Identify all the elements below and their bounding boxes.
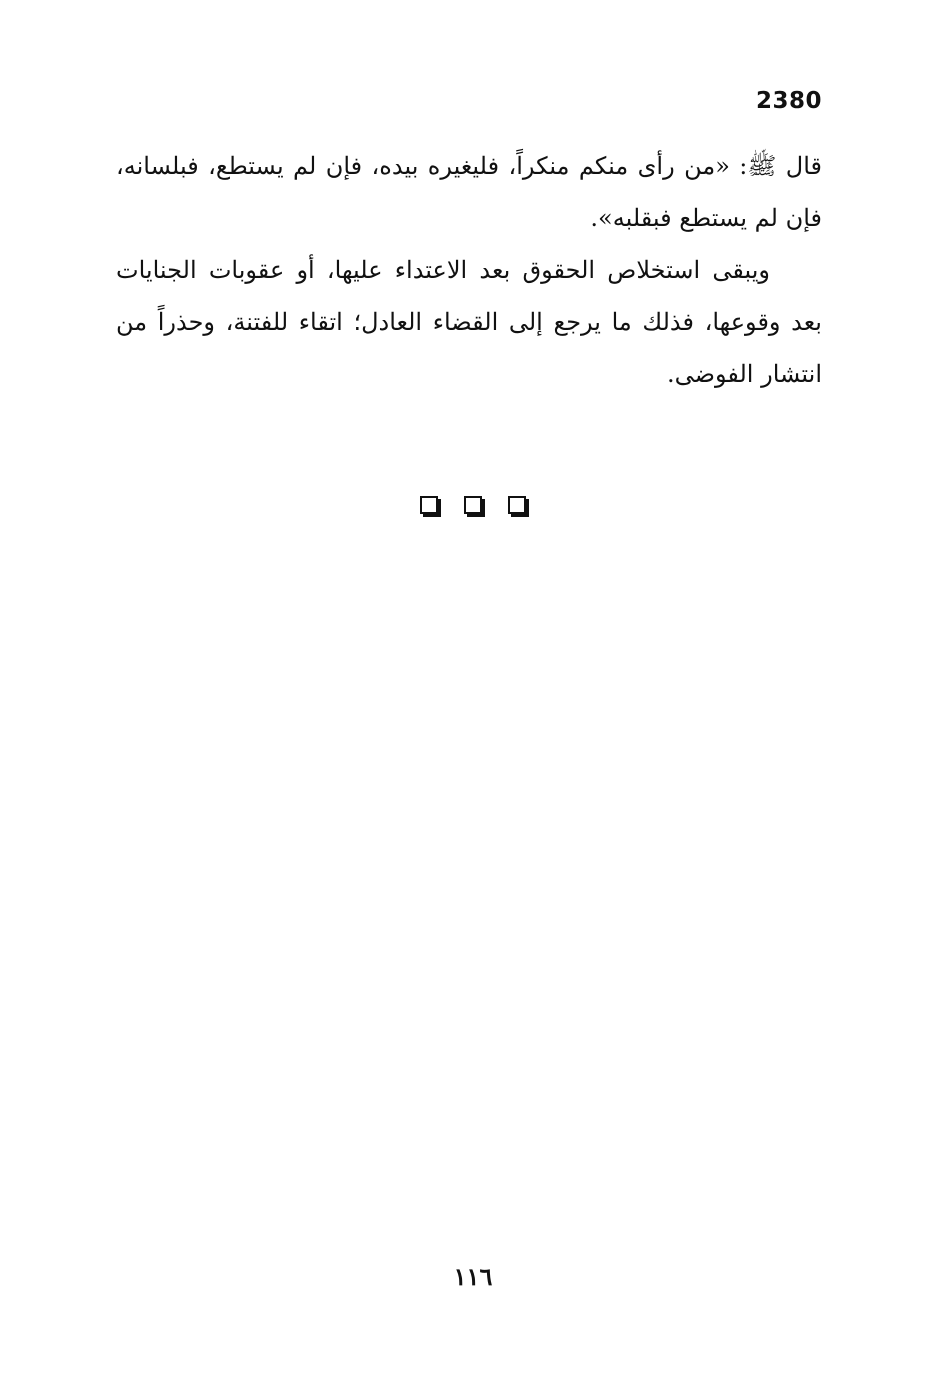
- section-separator: [420, 494, 526, 520]
- separator-box-icon: [420, 496, 438, 514]
- body-text: [116, 140, 822, 400]
- separator-box-icon: [508, 496, 526, 514]
- document-number: 2380: [755, 88, 822, 114]
- page-number: ١١٦: [453, 1262, 493, 1291]
- paragraph-rights: ويبقى استخلاص الحقوق بعد الاعتداء عليها، أو عقوبات الجنايات بعد وقوعها، فذلك ما يرجع إلى القضاء العادل؛ اتقاء للفتنة، وحذراً من انتشار الفوضى.: [116, 256, 822, 388]
- paragraph-hadith: قال ﷺ: «من رأى منكم منكراً، فليغيره بيده، فإن لم يستطع، فبلسانه، فإن لم يستطع فبقلبه».: [116, 152, 822, 232]
- separator-box-icon: [464, 496, 482, 514]
